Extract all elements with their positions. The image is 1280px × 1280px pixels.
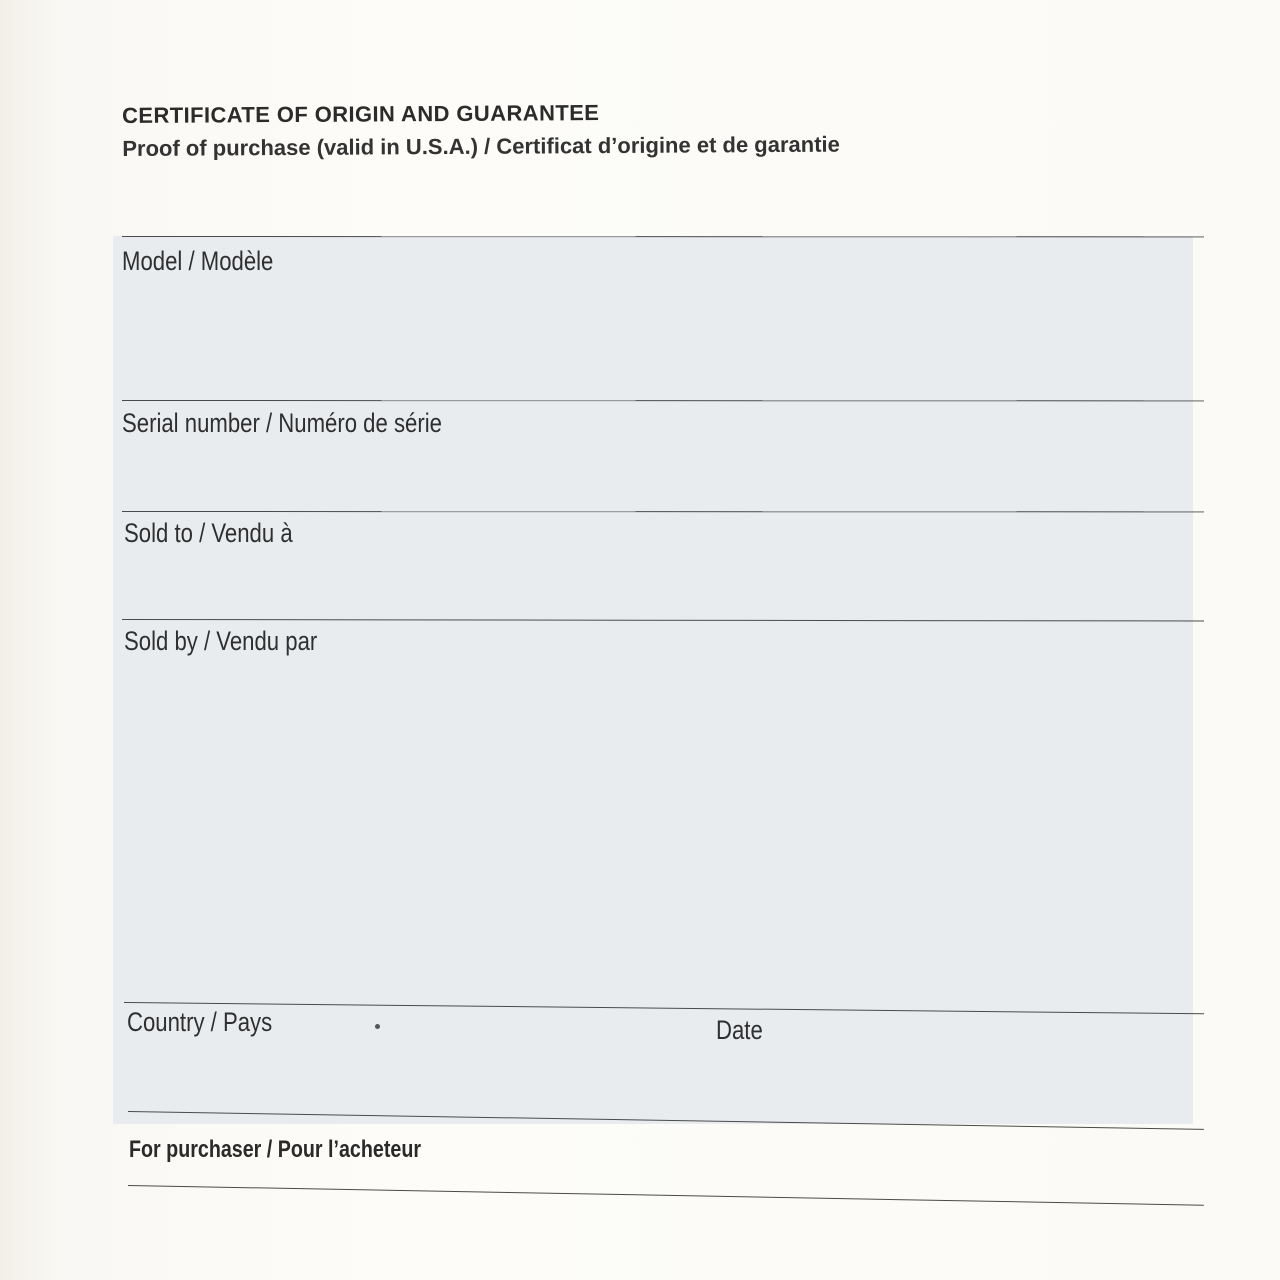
country-label: Country / Pays xyxy=(127,1007,273,1037)
certificate-subtitle: Proof of purchase (valid in U.S.A.) / Certificat d’origine et de garantie xyxy=(122,131,840,161)
dot-mark xyxy=(375,1024,380,1029)
for-purchaser-label: For purchaser / Pour l’acheteur xyxy=(129,1136,422,1163)
certificate-title: CERTIFICATE OF ORIGIN AND GUARANTEE xyxy=(122,100,600,128)
certificate-header xyxy=(122,96,840,166)
date-label: Date xyxy=(716,1015,763,1045)
serial-number-label: Serial number / Numéro de série xyxy=(122,408,442,438)
sold-by-label: Sold by / Vendu par xyxy=(124,626,318,656)
rule-after-purchaser xyxy=(128,1185,1204,1206)
sold-to-label: Sold to / Vendu à xyxy=(124,518,293,548)
form-panel xyxy=(113,236,1193,1124)
model-label: Model / Modèle xyxy=(122,246,274,276)
